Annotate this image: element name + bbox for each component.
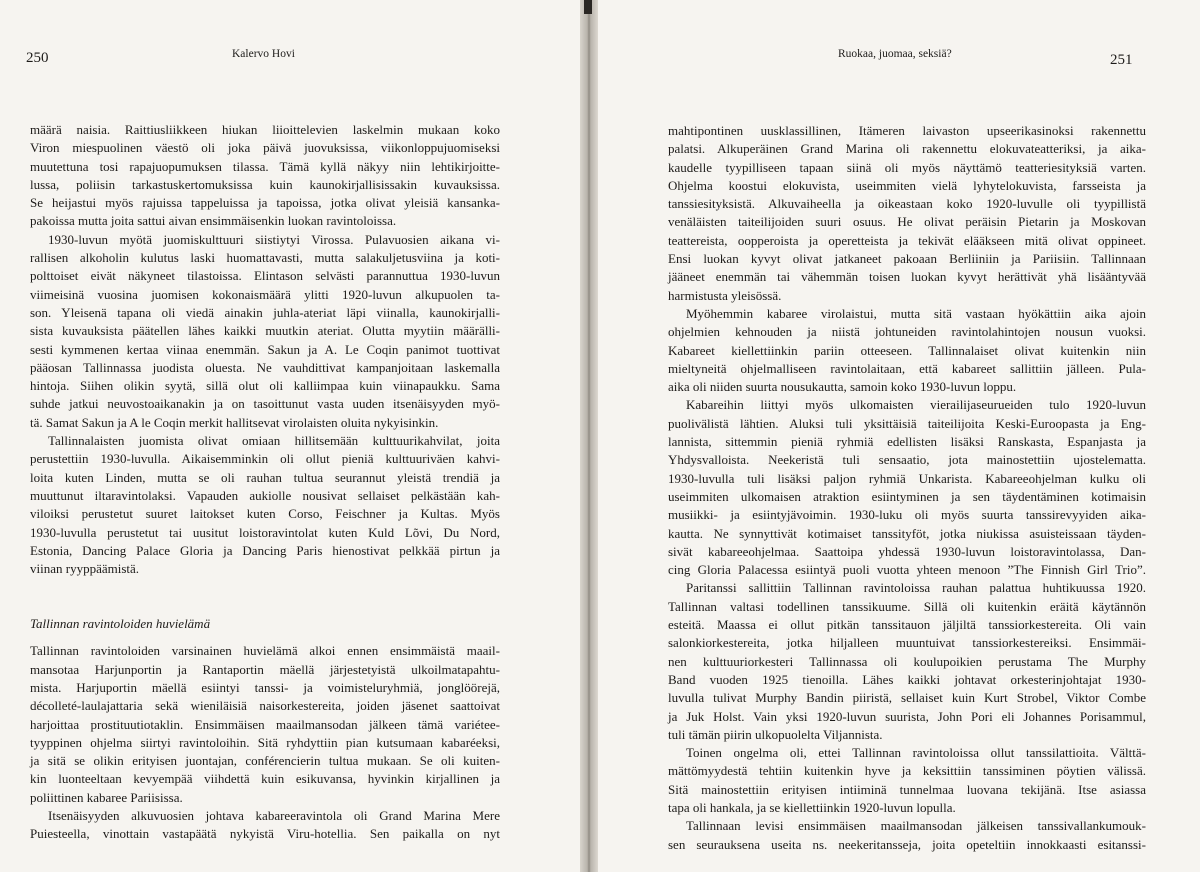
text-line: venäläisten taiteilijoiden suuri osuus. He olivat peräisin Pietarin ja Moskovan [668,214,1146,230]
text-line: Tallinnalaisten juomista olivat omiaan hillitsemään kulttuurikahvilat, joita [48,433,500,449]
text-line: Band vuoden 1925 tienoilla. Lähes kaikki johtavat orkesterinjohtajat 1930- [668,671,1146,687]
section-gap [30,578,500,596]
text-line: lussa, poliisin tarkastuskertomuksissa kuin kaunokirjallisissakin kuvauksissa. [30,176,500,192]
text-line: kautta. Ne synnyttivät kotimaiset tanssityföt, jotka niukissa asuisteissaan täyden- [668,525,1146,541]
text-line: mansotaa Harjunportin ja Rantaportin mäellä järjestetyistä ulkoilmatapahtu- [30,661,500,677]
left-text-column [30,121,500,844]
running-head: Kalervo Hovi [232,48,295,60]
text-line: Puiesteella, vinottain vastapäätä nykyistä Viru-hotellia. Sen paikalla on nyt [30,826,500,842]
text-line: Ensi luokan kyvyt olivat jatkaneet pakoaan Berliiniin ja Pariisiin. Tallinnaan [668,251,1146,267]
text-line: lannista, sittemmin pieniä ryhmiä edellisten lisäksi Ranskasta, Espanjasta ja [668,434,1146,450]
text-line: viinan ryyppäämistä. [30,561,140,577]
page-number: 250 [26,50,49,66]
text-line: cing Gloria Palacessa esiintyä puoli vuotta yhteen menoon ”The Finnish Girl Trio”. [668,562,1146,578]
text-line: teattereista, oopperoista ja operetteista ja tekivät elääkseen mitä olivat oppineet. [668,232,1146,248]
text-line: tapa oli hankala, ja se kiellettiinkin 1920-luvun lopulla. [668,799,956,815]
text-line: ohjelmien kehnouden ja niistä johtuneiden ravintolahintojen nousun vuoksi. [668,324,1146,340]
text-line: Sitä mainostettiin erityisen intiiminä tunnelmaa luovana tekijänä. Itse asiassa [668,781,1146,797]
text-line: tuli tämän piirin ulkopuolelta Viljannista. [668,726,883,742]
running-head: Ruokaa, juomaa, seksiä? [838,48,952,60]
section-gap [30,597,500,615]
text-line: useimmiten ulkomaisen atraktion esiintyminen ja sen täydentäminen kotimaisin [668,488,1146,504]
text-line: harmistusta yleisössä. [668,287,782,303]
left-body-text-part2 [30,642,500,843]
text-line: mahtipontinen uusklassillinen, Itämeren laivaston upseerikasinoksi rakennettu [668,123,1146,138]
text-line: viloiksi perustetut suuret laitokset kuten Corso, Feischner ja Kultas. Myös [30,506,500,522]
text-line: Se heijastui myös rajuissa tappeluissa ja tapoissa, jotka olivat yleisiä kansanka- [30,195,500,211]
section-heading: Tallinnan ravintoloiden huvielämä [30,616,211,632]
text-line: salonkiorkestereita, jotka hiljalleen muuntuivat tanssiorkestereiksi. Ensimmäi- [668,635,1146,651]
text-line: tä. Samat Sakun ja A le Coqin merkit hallitsevat virolaisten oluita nykyisinkin. [30,414,439,430]
text-line: Tallinnan ravintoloiden varsinainen huvielämä alkoi ennen ensimmäistä maail- [30,643,500,659]
text-line: harjoittaa prostituutiotaklin. Ensimmäisen maailmansodan jälkeen tämä variétee- [30,716,500,732]
text-line: puolivälistä lähtien. Aluksi tuli yksittäisiä taiteilijoita Keski-Euroopasta ja Eng- [668,415,1146,431]
text-line: kin luonteeltaan kevyempää viihdettä kuin esikuvansa, hyvinkin kirjallinen ja [30,771,500,787]
text-line: 1930-luvun myötä juomiskulttuuri siistiytyi Virossa. Pulavuosien aikana vi- [48,231,500,247]
text-line: 1930-luvulla perustetut tai uusitut loistoravintolat kuten Kuld Lõvi, Du Nord, [30,524,500,540]
text-line: rallisen alkoholin kulutus laski huomattavasti, mutta salakuljetusviina ja koti- [30,250,500,266]
left-page [0,0,580,872]
text-line: aika oli niiden suurta nousukautta, samoin koko 1930-luvun loppu. [668,379,1017,395]
text-line: määrä naisia. Raittiusliikkeen hiukan liioittelevien laskelmin mukaan koko [30,122,500,137]
text-line: polttoiset eivät näkyneet tilastoissa. Elintason selvästi parannuttua 1930-luvun [30,268,500,284]
text-line: pääosan Tallinnassa juodista oluesta. Ne vauhdittivat kampanjoitaan laskemalla [30,359,500,375]
text-line: Tallinnan valtasi todellinen tanssikuume. Sillä oli kuitenkin eräitä käytännön [668,598,1146,614]
text-line: esteitä. Maassa ei ollut pitkän tanssitauon jäljiltä tanssiorkestereita. Oli vain [668,617,1146,633]
text-line: ja Juk Holst. Vain yksi 1920-luvun suurista, John Pori eli Johannes Porisammul, [668,708,1146,724]
text-line: poliittinen kabaree Pariisissa. [30,789,183,805]
text-line: perustettiin 1930-luvulla. Aikaisemminkin oli ollut pieniä kulttuuriväen kahvi- [30,451,500,467]
text-line: Toinen ongelma oli, ettei Tallinnan ravintoloissa ollut tanssilattioita. Välttä- [686,745,1146,761]
text-line: sivät kabareeohjelmaa. Saattoipa yhdessä 1930-luvun loistoravintolassa, Dan- [668,543,1146,559]
text-line: 1930-luvulla tuli lisäksi paljon ryhmiä Unkarista. Kabareeohjelman kulku oli [668,470,1146,486]
text-line: palatsi. Alkuperäinen Grand Marina oli rakennettu elokuvateatteriksi, ja aika- [668,141,1146,157]
text-line: ja sitä se olikin erityisen juontajan, conférencierin tultua mukaan. Se oli kuiten- [30,753,500,769]
text-line: mättömyydestä tehtiin kuitenkin hyve ja keksittiin tanssiminen pöytien välissä. [668,763,1146,779]
text-line: nen kulttuuriorkesteri Tallinnassa oli koulupoikien perustama The Murphy [668,653,1146,669]
text-line: pakoissa mutta joita sattui aivan ensimmäisenkin luokan ravintoloissa. [30,213,397,229]
text-line: hintoja. Siihen olikin syytä, sillä olut oli kalliimpaa kuin viinapaukku. Sama [30,378,500,394]
text-line: sesti kymmenen kertaa viinaa enemmän. Sakun ja A. Le Coqin panimot tuottivat [30,341,500,357]
text-line: mieltyneitä ohjelmalliseen ravintolaitaan, että kabareet sallittiin jälleen. Pula- [668,360,1146,376]
text-line: Tallinnaan levisi ensimmäisen maailmansodan jälkeisen tanssivallankumouk- [686,818,1146,834]
text-line: Kabareihin liittyi myös ulkomaisten vierailijaseurueiden tulo 1920-luvun [686,397,1146,413]
text-line: jääneet enemmän tai vähemmän toisen luokan kyvyt herättivät yhä lisääntyvää [668,269,1146,285]
text-line: tanssiesityksistä. Alkuvaiheella ja oikeastaan koko 1920-luvulle oli tyypillistä [668,196,1146,212]
text-line: viimeisinä vuosina juomisen kokonaismäärä ylitti 1920-luvun alkupuolen ta- [30,286,500,302]
text-line: loita kuten Linden, mutta se oli rauhan tultua seurannut yleistä trendiä ja [30,469,500,485]
text-line: muutettuna tosi rapajuopumuksen tilassa. Tämä kyllä näkyy niin lehtikirjoitte- [30,158,500,174]
text-line: Viron miespuolinen väestö oli joka päivä juovuksissa, viikonloppujuomiseksi [30,140,500,156]
text-line: sista kuvauksista päätellen lähes kaikki muutkin ateriat. Olutta myytiin määrälli- [30,323,500,339]
text-line: musiikki- ja esiintyjävoimin. 1930-luku oli myös suurta tanssirevyyiden aika- [668,507,1146,523]
text-line: Myöhemmin kabaree virolaistui, mutta sitä vastaan hyökättiin aika ajoin [686,305,1146,321]
text-line: suhde jatkui neuvostoaikanakin ja on tasoittunut vasta uuden itsenäisyyden myö- [30,396,500,412]
gutter-marker [584,0,592,14]
text-line: muuttunut iltaravintolaksi. Vapauden aukiolle nousivat sellaiset pelkästään kah- [30,487,500,503]
text-line: mista. Harjuportin mäellä esiintyi tanssi- ja voimisteluryhmiä, jonglöörejä, [30,679,500,695]
text-line: Itsenäisyyden alkuvuosien johtava kabareeravintola oli Grand Marina Mere [48,807,500,823]
text-line: tyyppinen ohjelma siirtyi ravintoloihin. Sitä ryhdyttiin pian kutsumaan kabaréeksi, [30,734,500,750]
text-line: kaudelle tyypilliseen tapaan siinä oli myös näyttämö teatteriesityksiä varten. [668,159,1146,175]
heading-spacer [30,633,500,642]
right-text-column [668,122,1146,854]
text-line: Paritanssi sallittiin Tallinnan ravintoloissa rauhan palattua huhtikuussa 1920. [686,580,1146,596]
text-line: Ohjelma koostui elokuvista, useimmiten vielä lyhytelokuvista, farsseista ja [668,177,1146,193]
text-line: luvulla tulivat Murphy Bandin piiristä, sellaiset kuin Kurt Strobel, Viktor Combe [668,690,1146,706]
text-line: Estonia, Dancing Palace Gloria ja Dancing Paris hienostivat pelkkää pirtun ja [30,542,500,558]
text-line: son. Yleisenä tapana oli viedä ainakin juhla-ateriat läpi viinalla, kaunokirjalli- [30,304,500,320]
page-number: 251 [1110,52,1133,68]
right-page [598,0,1200,872]
text-line: Kabareet kiellettiinkin pariin otteeseen. Tallinnalaiset olivat kuitenkin niin [668,342,1146,358]
text-line: Yhdysvalloista. Neekeristä tuli sensaatio, jota mainostettiin ujostelematta. [668,452,1146,468]
text-line: sen seurauksena useita ns. neekeritansseja, joita opeteltiin innokkaasti esitanssi- [668,836,1146,852]
book-gutter [580,0,598,872]
text-line: décolleté-laulajattaria sekä wieniläisiä naisorkestereita, joiden jäsenet saattoivat [30,698,500,714]
left-body-text-part1 [30,121,500,578]
right-body-text [668,122,1146,854]
